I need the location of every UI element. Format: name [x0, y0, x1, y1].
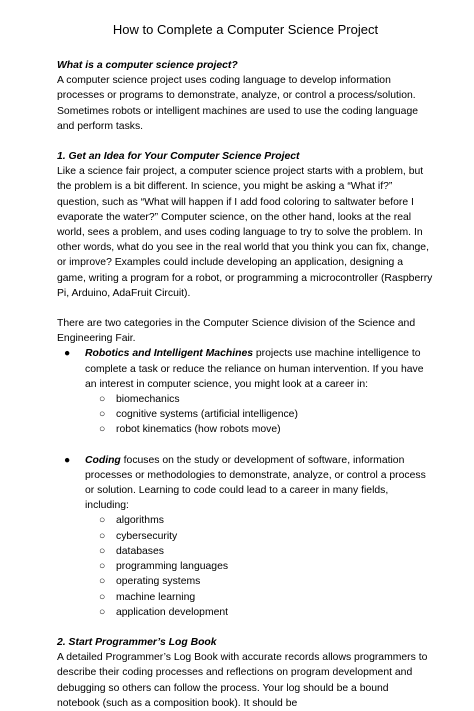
text-robotics: projects use machine intelligence to complete a task or reduce the reliance on human intervention. If you have an interest in computer science, you might look at a career in:	[85, 348, 424, 390]
list-item: ○ robot kinematics (how robots move)	[85, 422, 434, 437]
circle-bullet-icon: ○	[99, 530, 106, 542]
circle-bullet-icon: ○	[99, 561, 106, 573]
list-item: ○ programming languages	[85, 559, 434, 574]
list-item: ○ application development	[85, 605, 434, 620]
circle-bullet-icon: ○	[99, 591, 106, 603]
spacer	[57, 438, 434, 453]
term-robotics: Robotics and Intelligent Machines	[85, 348, 254, 360]
spacer	[57, 620, 434, 635]
list-item: ○ machine learning	[85, 590, 434, 605]
list-item-robotics	[57, 346, 434, 437]
circle-bullet-icon: ○	[99, 515, 106, 527]
list-item: ○ cybersecurity	[85, 529, 434, 544]
paragraph-log-book: A detailed Programmer’s Log Book with accurate records allows programmers to describe their coding processes and reflections on program development and debugging so others can follow the process. Your log should be a bound notebook (such as a composition book). It should be	[57, 652, 428, 709]
circle-bullet-icon: ○	[99, 409, 106, 421]
heading-log-book: 2. Start Programmer’s Log Book	[57, 636, 217, 648]
list-item: ○ cognitive systems (artificial intelligence)	[85, 407, 434, 422]
category-list	[57, 346, 434, 619]
heading-get-idea: 1. Get an Idea for Your Computer Science Project	[57, 151, 300, 163]
circle-bullet-icon: ○	[99, 576, 106, 588]
bullet-icon: ●	[64, 454, 71, 466]
list-item: ○ operating systems	[85, 574, 434, 589]
coding-career-list	[85, 513, 434, 619]
bullet-icon: ●	[64, 348, 71, 360]
circle-bullet-icon: ○	[99, 394, 106, 406]
circle-bullet-icon: ○	[99, 606, 106, 618]
list-item: ○ algorithms	[85, 513, 434, 528]
list-item: ○ biomechanics	[85, 392, 434, 407]
list-item: ○ databases	[85, 544, 434, 559]
robotics-career-list	[85, 392, 434, 438]
circle-bullet-icon: ○	[99, 424, 106, 436]
heading-what-is: What is a computer science project?	[57, 60, 238, 71]
document-title: How to Complete a Computer Science Project	[112, 22, 379, 37]
paragraph-what-is: A computer science project uses coding language to develop information processes or programs to demonstrate, analyze, or control a process/solution. Sometimes robots or intelligent machines are used to use the coding language and perform tasks.	[57, 75, 419, 132]
paragraph-get-idea: Like a science fair project, a computer science project starts with a problem, but the problem is a bit different. In science, you might be asking a “What if?” question, such as “What will happen if I add food coloring to saltwater before I evaporate the water?” Computer science, on the other hand, looks at the real world, sees a problem, and uses coding language to try to solve the problem. In other words, what do you see in the real world that you think you can fix, change, or improve? Examples could include developing an application, designing a game, writing a program for a robot, or programming a microcontroller (Raspberry Pi, Arduino, AdaFruit Circuit).	[57, 166, 433, 299]
circle-bullet-icon: ○	[99, 545, 106, 557]
list-item-coding	[57, 453, 434, 620]
term-coding: Coding	[85, 454, 121, 466]
text-coding: focuses on the study or development of software, information processes or methodologies to demonstrate, analyze, or control a process or solution. Learning to code could lead to a career in many fields, including:	[85, 454, 426, 512]
spacer	[57, 134, 434, 149]
paragraph-categories: There are two categories in the Computer Science division of the Science and Engineering Fair.	[57, 318, 416, 345]
spacer	[57, 301, 434, 316]
